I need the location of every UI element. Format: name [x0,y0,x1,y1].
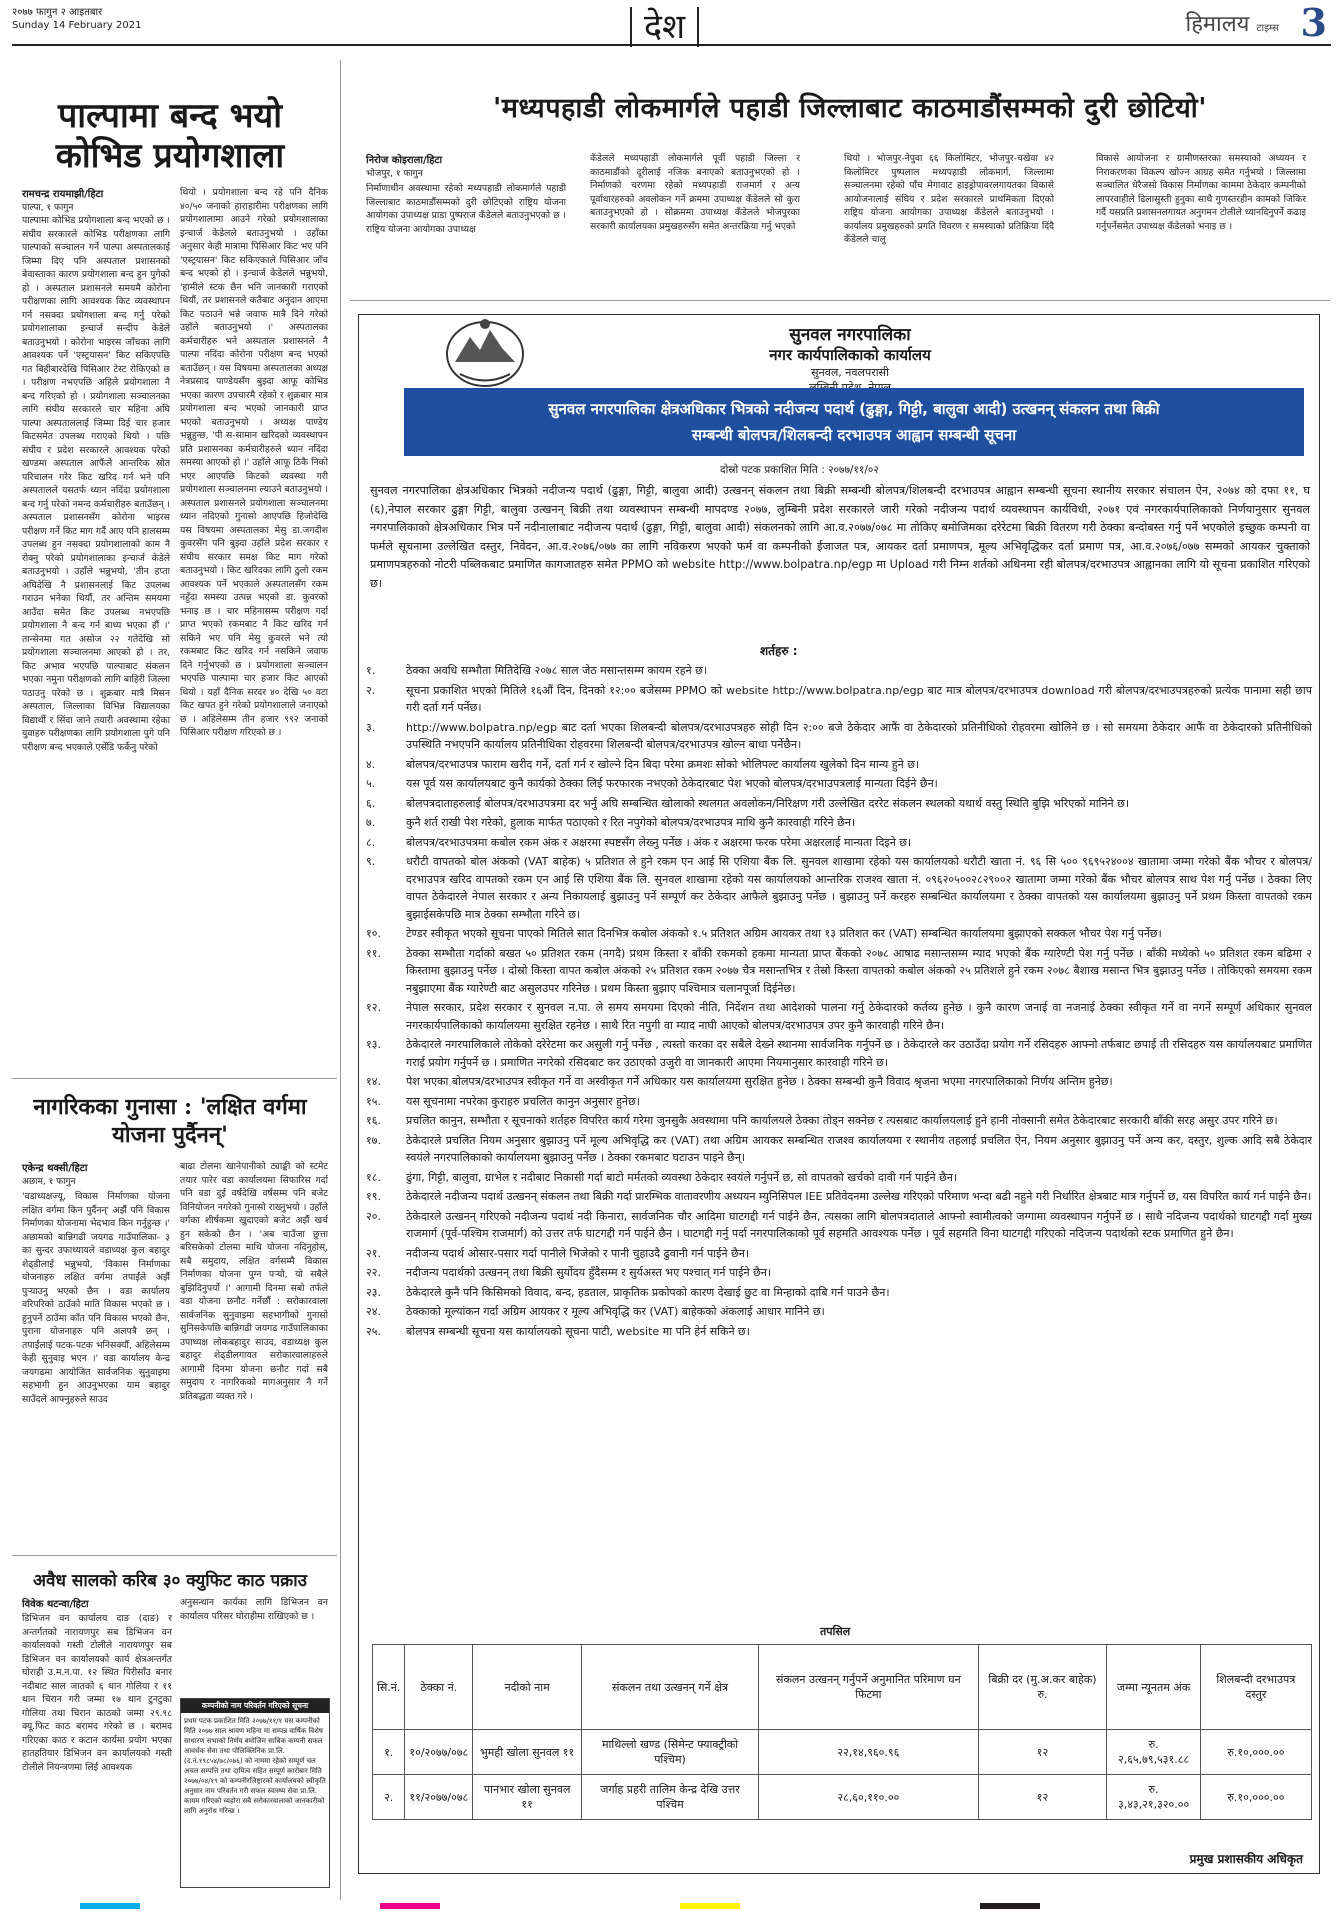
masthead [1186,8,1279,38]
table-cell: रु.१०,०००.०० [1200,1730,1311,1775]
table-header-cell: ठेक्का नं. [405,1645,473,1730]
table-cell: रु.१०,०००.०० [1200,1775,1311,1820]
condition-item [366,999,1312,1034]
table-cell: रु. २,६५,७९,५३१.८८ [1107,1730,1200,1775]
story1-byline: रामचन्द्र रायमाझी/हिटा [22,189,104,200]
condition-text: बोलपत्र/दरभाउपत्र फाराम खरीद गर्ने, दर्ता गर्न र खोल्ने दिन बिदा परेमा क्रमशः सोको भोलिपल्ट कार्यालय खुलेको दिन मान्य हुने छ। [406,757,920,771]
story2-column-1: निर्माणाधीन अवस्थामा रहेको मध्यपहाडी लोकमार्गले पहाडी जिल्लाबाट काठमाडौंसम्मको दुरी छोटिएको राष्ट्रिय योजना आयोगका उपाध्यक्ष प्राडा पुष्पराज कँडेलले बताउनुभएको छ । राष्ट्रिय योजना आयोगका उपाध्यक्ष [366,183,566,235]
issue-date-english: Sunday 14 February 2021 [12,20,142,31]
table-title: तपसिल [820,1625,851,1638]
print-color-bar [80,1903,1263,1909]
notice-title-line1: सुनवल नगरपालिका क्षेत्रअधिकार भित्रको नदीजन्य पदार्थ (ढुङ्गा, गिट्टी, बालुवा आदी) उत्खनन् संकलन तथा बिक्री [548,400,1160,418]
office-name: नगर कार्यपालिकाको कार्यालय [769,346,931,364]
story1-column-2: थियो । प्रयोगशाला बन्द रहे पनि दैनिक ४०/५० जनाको हाराहारीमा परीक्षणका लागि प्रयोगशालामा आउने गरेको प्रयोगशालाका इन्चार्ज केडेलले बताउनुभयो । उहाँका अनुसार केही मात्रामा पिसिआर किट भए पनि 'एस्ट्रयासन' किट सकिएकाले पिसिआर जाँच बन्द भएको हो । इन्चार्ज केडेलले भन्नुभयो, 'हामीले स्टक छैन भनि जानकारी गराएको थियौं, तर प्रशासनले कतैबाट अनुदान आएमा किट पठाउने भन्ने जवाफ मात्रै दिने गरेको उहाँले बताउनुभयो ।' अस्पतालका कर्मचारीहरु भने अस्पताल प्रशासनले नै पाल्पा नदिंदा कोरोना परीक्षण बन्द भएको बताउँछन् । यस विषयमा अस्पतालका अध्यक्ष नेत्रप्रसाद पाण्डेयसँग बुझ्दा आफू कोभिड भएका कारण उपचारमै रहेको र शुक्रबार मात्र प्रयोगशाला बन्द भएको जानकारी प्राप्त भएको बताउनुभयो । अध्यक्ष पाण्डेय भन्नुहुन्छ, 'पी स-सामान खरिदको व्यवस्थापन प्रति प्रशासनका कर्मचारीहरुले ध्यान नदिंदा समस्या आएको हो ।' उहाँले आफू ठिकै निको भएर आएपछि किटको व्यवस्था गरी प्रयोगशाला सञ्चालनमा ल्याउने बताउनुभयो । अस्पताल प्रशासनले प्रयोगशाला सञ्चालनमा ध्यान नदिएको गुनासो आएपछि हिजोदेखि यस विषयमा अस्पतालका मेसु डा.जगदीश कुवरसँग पनि बुझ्दा उहाँले प्रदेश सरकार र संघीय सरकार समक्ष किट माग गरेको बताउनुभयो । किट खरिदका लागि ठुलो रकम आवश्यक पर्ने भएकाले अस्पतालसँग रकम नहुँदा समस्या उत्पन्न भएको डा. कुवरको भनाइ छ । चार महिनासम्म परीक्षण गर्दा प्राप्त भएको रकमबाट नै किट खरिद गर्न सकिने भए पनि मेसु कुवरले भने त्यो रकमबाट किट खरिद गर्न नसकिने जवाफ दिने गर्नुभएको छ । प्रयोगशाला सञ्चालन भएपछि पाल्पामा चार हजार किट आएको थियो । यहाँ दैनिक सरदर ४० देखि ५० वटा किट खपत हुने गरेको प्रयोगशालाले जनाएको छ । अहिलेसम्म तीन हजार ९९२ जनाको पिसिआर परीक्षण गरिएको छ । [180,187,328,738]
condition-item [366,925,1312,943]
table-cell: पानभार खोला सुनवल ११ [473,1775,582,1820]
table-header-cell: जम्मा न्यूनतम अंक [1107,1645,1200,1730]
condition-item [366,756,1312,774]
story2-place: भोजपुर, १ फागुन [366,169,423,179]
condition-text: ठेकेदारले कुनै पनि किसिमको विवाद, बन्द, हडताल, प्राकृतिक प्रकोपको कारण देखाई छुट वा मिन्हाको दाबि गर्न पाउने छैन। [406,1285,890,1299]
notice-publish-date: दोस्रो पटक प्रकाशित मिति : २०७७/११/०२ [720,464,879,476]
story-divider [350,300,1330,301]
table-header-cell: शिलबन्दी दरभाउपत्र दस्तुर [1200,1645,1311,1730]
condition-number: ५. [366,777,376,790]
condition-text: नदीजन्य पदार्थ ओसार-पसार गर्दा पानीले भिजेको र पानी चुहाउदै ढुवानी गर्न पाईने छैन। [406,1246,750,1260]
condition-item [366,1323,1312,1341]
condition-text: ठेकेदारले उत्खनन् गरिएको नदीजन्य पदार्थ नदी किनारा, सार्वजनिक चौर आदिमा घाटगद्दी गर्न पाईने छैन, त्यसका लागि बोलपत्रदाताले आफ्नो स्वामीत्वको जग्गामा व्यवस्थापन गर्नुपर्ने छ । साथै नदिजन्य पदार्थको घाटगद्दी गर्दा मुख्य राजमार्ग (पूर्व-पश्चिम राजमार्ग) को उत्तर तर्फ घाटगद्दी गर्न पाईने छैन । घाटगद्दी गर्नु पर्दा नगरपालिकाको पूर्व सहमति आवश्यक पर्नेछ । पूर्व सहमति विना घाटगद्दी गरिएको नदिजन्य पदार्थको स्टक प्रमाणित हुने छैन। [406,1209,1312,1240]
condition-number: १३. [366,1038,381,1051]
condition-number: ४. [366,757,376,771]
condition-text: बोलपत्र/दरभाउपत्रमा कबोल रकम अंक र अक्षरमा स्पष्टसँग लेख्नु पर्नेछ । अंक र अक्षरमा फरक परेमा अक्षरलाई मान्यता दिइने छ। [406,835,912,849]
condition-item [366,1284,1312,1302]
table-cell: २८,६०,११०.०० [759,1775,979,1820]
story3-byline: एकेन्द्र थक्सी/हिटा [22,1163,88,1174]
story1-headline: पाल्पामा बन्द भयो कोभिड प्रयोगशाला [55,96,285,176]
condition-item [366,1245,1312,1263]
condition-text: ढुंगा, गिट्टी, बालुवा, ग्राभेल र नदीबाट निकासी गर्दा बाटो मर्मतको व्यवस्था ठेकेदार स्वयंले गर्नुपर्ने छ, सो वापतको खर्चको दावी गर्न पाईने छैन। [406,1170,958,1184]
condition-item [366,1132,1312,1167]
issue-date [12,6,141,32]
table-row [373,1730,1312,1775]
government-emblem-icon [440,312,530,392]
condition-number: २४. [366,1305,381,1318]
condition-number: १५. [366,1094,381,1108]
condition-number: १. [366,664,376,677]
condition-item [366,1073,1312,1091]
condition-number: ७. [366,816,376,829]
table-header-cell: सि.नं. [373,1645,405,1730]
condition-number: २. [366,683,376,697]
condition-item [366,1036,1312,1071]
masthead-name: हिमालय [1185,12,1250,37]
story3-column-2: बाढा टोलमा खानेपानीको ट्याङ्की को स्टमेट तयार पारेर वडा कार्यालयमा सिफारिस गर्दा पनि वडा दुई वर्षदेखि वर्षसम्म पनि बजेट विनियोजन नगरेको गुनासो राख्नुभयो । उहाँले वर्गका शीर्षकमा खुदाएको बजेट अर्झै खर्च हुन सकेको छैन । 'अब चाउँजा छुत्ता बरिसकेको टोलमा माथि योजना नदिनुहोस्, सबै समुदाय, लक्षित वर्गसम्मै विकास निर्माणका योजना पुग्न पऱ्यो, यो सबैले बुझिदिनुपर्यो ।' आगामी दिनमा सबो तर्फले वडा योजना छनौट गर्नेछौं : सरोकारवाला सार्वजनिक सुनुवाइमा सहभागीको गुनासो सुनिसकेपछि बान्निगढी जयगढ गाउँपालिकाका उपाध्यक्ष लोकबहादुर साउद, वडाध्यक्ष कुल बहादुर शेढ्डीलगायत सरोकारवालाहरुले आगामी दिनमा योजना छनौट गर्दा सबै समुदाय र नागरिकको मागअनुसार नै गर्ने प्रतिबद्धता व्यक्त गरे । [180,1161,328,1402]
condition-number: १९. [366,1190,381,1203]
conditions-list [366,662,1312,1342]
condition-item [366,1093,1312,1111]
condition-number: १७. [366,1133,381,1147]
table-cell: ११/२०७७/०७८ [405,1775,473,1820]
condition-number: १६. [366,1114,381,1127]
story4-headline: अवैध सालको करिब ३० क्युफिट काठ पक्राउ [33,1571,307,1591]
story3-headline: नागरिकका गुनासा : 'लक्षित वर्गमा योजना पुर्दैनन्' [33,1094,307,1148]
condition-item [366,795,1312,813]
table-header-cell: बिक्री दर (मु.अ.कर बाहेक) रु. [978,1645,1107,1730]
section-title: देश [630,2,699,48]
story4-column-2: अनुसन्धान कार्यका लागि डिभिजन वन कार्यालय परिसर घोराहीमा राखिएको छ । [180,1597,328,1622]
condition-text: ठेक्का सम्भौता गर्दाको बखत ५० प्रतिशत रकम (नगदै) प्रथम किस्ता र बाँकी रकमको हकमा मान्यता प्राप्त बैंकको २०७८ आषाढ मसान्तसम्म म्याद भएको बैंक ग्यारेण्टी पेश गर्नु पर्नेछ । बाँकी मध्येको ५० प्रतिशत रकम बढिमा २ किस्तामा बुझाउनु पर्नेछ । दोस्रो किस्ता वापत कबोल अंकको २५ प्रतिशत रकम २०७७ चैत्र मसान्तभित्र र तेस्रो किस्ता वापतको कबोल अंकको २५ प्रतिशले हुने रकम २०७८ बैशाख मसान्त भित्र बुझाउनु पर्नेछ । तोकिएको समयमा रकम नबुझाएमा बैंक ग्यारेण्टी बाट असुलउपर गरिनेछ । प्रथम किस्ता बुझाए पश्चिमात्र चलानपूर्जा दिईनेछ। [406,946,1312,995]
table-header-cell: संकलन तथा उत्खनन् गर्ने क्षेत्र [582,1645,759,1730]
table-cell: माथिल्लो खण्ड (सिमेन्ट फ्याक्ट्रीको पश्चिम) [582,1730,759,1775]
condition-number: १४. [366,1075,381,1088]
name-change-body: प्रथम पटक प्रकाशित मिति २०७७/११/१ यस कम्पनीको मिति २०७७ साल श्रावण महिना मा सम्पन्न वार्षिक विशेष साधारण सभाको निर्णय बमोजिम साबिक कम्पनी सफल आवर्धक सेवा तथा पोलिक्लिनिक प्रा.लि.(द.नं.१९८५४/७८/०७६) को नाममा रहेको सम्पूर्ण चल अचल सम्पत्ति तथा दायित्व सहित सम्पूर्ण कारोबार मिति २०७७/०४/१९ को कम्पनीरजिष्ट्रारको कार्यालयको स्वीकृति अनुसार नाम परिवर्तन गरी सफल स्वास्थ्य सेवा प्रा.लि. कायम गरिएको व्यहोरा सबै सरोकारवालाको जानकारीको लागि अनुरोध गरिन्छ । [184,1717,326,1815]
story4-column-1: डिभिजन वन कार्यालय दाङ (दाङ) र अन्तर्गतको नारायणपुर सब डिभिजन वन कार्यालयको गस्ती टोलीले नारायणपुर सब डिभिजन वन कार्यालयको कार्य क्षेत्रअन्तर्गत घोराही उ.म.न.पा. १२ स्थित पिरीसाँउ बनार नदीबाट साल जातको ६ थान गोलिया र ११ थान चिरान गरी जम्मा १७ थान टुनटुका गोलिया तथा चिरान काठको जम्मा २९.९८ क्यू.फिट काठ बरामद गरेको छ । बरामद गरिएका काठ र कटान कार्यमा प्रयोग भएका हातहतियार डिभिजन वन कार्यालयको गस्ती टोलीले नियन्त्रणमा लिई आवश्यक [22,1613,172,1773]
notice-organization [650,322,1050,395]
condition-text: सूचना प्रकाशित भएको मितिले १६औं दिन, दिनको १२:०० बजेसम्म PPMO को website http://www.bolpatra.np/egp बाट मात्र बोलपत्र/दरभाउपत्र download गरी बोलपत्र/दरभाउपत्रहरुको प्रत्येक पानामा सही छाप गरी दर्ता गर्न पर्नेछ। [406,683,1312,714]
table-cell: २. [373,1775,405,1820]
table-cell: १२ [978,1730,1107,1775]
condition-text: नेपाल सरकार, प्रदेश सरकार र सुनवल न.पा. ले समय समयमा दिएको नीति, निर्देशन तथा आदेशको पालना गर्नु ठेकेदारको कर्तव्य हुनेछ । कुनै कारण जनाई वा नजनाई ठेक्का स्वीकृत गर्ने वा नगर्ने सम्पूर्ण अधिकार सुनवल नगरकार्यपालिकाको कार्यालयमा सुरक्षित रहनेछ । साथै रित नपुगी वा म्याद नाघी आएको बोलपत्र/दरभाउपत्र उपर कुनै कारवाही गरिने छैन। [406,1001,1312,1032]
condition-number: २०. [366,1209,381,1223]
page-number: 3 [1300,0,1327,45]
header-rule [12,44,1331,46]
condition-item [366,1112,1312,1130]
condition-number: ११. [366,946,381,960]
table-header-cell: नदीको नाम [473,1645,582,1730]
condition-text: कुनै शर्त राखी पेश गरेको, हुलाक मार्फत पठाएको र रित नपुगेको बोलपत्र/दरभाउपत्र माथि कुनै कारवाही गरिने छैन। [406,816,856,829]
story2-column-4: विकासे आयोजना र ग्रामीणस्तरका समस्याको अध्ययन र निराकरणका विकल्प खोज्न आग्रह समेत गर्नुभयो । जिल्लामा सञ्चालित धेरैजसो विकास निर्माणका काममा ठेकेदार कम्पनीको लापरवाहीले ढिलासुस्ती हुनुका साथै गुणस्तरहीन कामको जिकिर गर्दै यसप्रति प्रशासनलगायत अनुगमन टोलीले ध्यानदिनुपर्ने कढाइ गर्नुपर्नेसमेत उपाध्यक्ष कँडेलको भनाइ छ । [1096,153,1306,232]
condition-item [366,1169,1312,1187]
table-cell: १. [373,1730,405,1775]
condition-number: २३. [366,1285,381,1299]
condition-item [366,945,1312,998]
condition-item [366,775,1312,793]
org-name: सुनवल नगरपालिका [789,325,911,345]
tender-table [372,1644,1312,1820]
story1-place: पाल्पा, १ फागुन [22,203,74,213]
story2-headline: 'मध्यपहाडी लोकमार्गले पहाडी जिल्लाबाट काठमाडौंसम्मको दुरी छोटियो' [492,93,1208,124]
conditions-title: शर्तहरु : [760,644,798,658]
condition-item [366,682,1312,717]
notice-title-line2: सम्बन्धी बोलपत्र/शिलबन्दी दरभाउपत्र आह्वान सम्बन्धी सूचना [691,426,1017,444]
story3-place: अछाम, १ फागुन [22,1177,76,1187]
condition-number: २२. [366,1266,381,1279]
story-divider [12,1078,337,1079]
table-cell: जर्गाह प्रहरी तालिम केन्द्र देखि उत्तर पश्चिम [582,1775,759,1820]
issue-date-nepali: २०७७ फागुन २ आइतबार [12,7,103,18]
table-header-cell: संकलन उत्खनन् गर्नुपर्ने अनुमानित परिमाण घन फिटमा [759,1645,979,1730]
notice-title-banner [404,388,1304,456]
masthead-sub: टाइम्स [1256,23,1279,34]
condition-item [366,719,1312,754]
condition-text: http://www.bolpatra.np/egp बाट दर्ता भएका शिलबन्दी बोलपत्र/दरभाउपत्रहरु सोही दिन २:०० बजे ठेकेदार आफैं वा ठेकेदारको प्रतिनीधिको रोहवरमा खोलिने छ । सो समयमा ठेकेदार आफैं वा ठेकेदारको प्रतिनीधिको उपस्थिति नभएपनि कार्यालय प्रतिनीधिका रोहवरमा शिलबन्दी बोलपत्र/दरभाउपत्र खोल्न बाधा पर्नेछैन। [406,720,1312,751]
table-header-row [373,1645,1312,1730]
condition-text: ठेकेदारले प्रचलित नियम अनुसार बुझाउनु पर्ने मूल्य अभिवृद्धि कर (VAT) तथा अग्रिम आयकर सम्बन्धित राजश्व कार्यालयमा र स्थानीय तहलाई प्रचलित ऐन, नियम अनुसार बुझाउनु पर्ने अन्य कर, दस्तुर, शुल्क आदि सबै ठेकेदार स्वयंले नगरपालिकाको कार्यालयमा बुझाउनु पर्नेछ । ठेक्का रकमबाट घटाउन पाइने छैन्। [406,1133,1312,1164]
name-change-title: कम्पनीको नाम परिवर्तन गरिएको सूचना [181,1699,329,1713]
condition-number: १२. [366,1001,381,1014]
condition-number: १८. [366,1170,381,1184]
condition-item [366,814,1312,832]
name-change-notice [180,1698,330,1888]
table-cell: भुमही खोला सुनवल ११ [473,1730,582,1775]
condition-item [366,1208,1312,1243]
condition-number: २५. [366,1324,381,1338]
condition-text: यस सूचनामा नपरेका कुराहरु प्रचलित कानुन अनुसार हुनेछ। [406,1094,640,1108]
condition-number: ९. [366,855,376,868]
story1-column-1: पाल्पामा कोभिड प्रयोगशाला बन्द भएको छ । संघीय सरकारले कोभिड परीक्षणका लागि पाल्पाको सञ्चालन गर्ने पाल्पा अस्पतालकाई जिम्मा दिए पनि अस्पताल प्रशासनको बेवास्ताका कारण प्रयोगशाला बन्द हुन पुगेको हो । अस्पताल प्रशासनले समयमै कोरोना परीक्षणका लागि आवश्यक किट व्यवस्थापन गर्न नसक्दा प्रयोगशाला बन्द गर्नु परेको प्रयोगशालाका इन्चार्ज सन्दीप केडेले बताउनुभयो । कोरोना भाइरस जाँचका लागि आवश्यक पर्ने 'एस्ट्रयासन' किट सकिएपछि गत बिहीबारदेखि पिसिआर टेस्ट रोकिएको छ । परीक्षण नभएपछि अहिले प्रयोगशाला नै बन्द गरिएको हो । प्रयोगशाला सञ्चालनका लागि संघीय सरकारले चार महिना अघि पाल्पा अस्पताललाई जिम्मा दिई चार हजार किटसमेत उपलब्ध गराएको थियो । पछि संघीय र प्रदेश सरकारले आवश्यक परेको खण्डमा अस्पताल आफैंले आन्तरिक स्रोत परिचालन गरेर किट खरिद गर्न भने पनि अस्पतालले यसतर्फ ध्यान नदिंदा प्रयोगशाला बन्द गर्नु परेको नमन्द कर्मचारीहरु बताउँछन् । अस्पताल प्रशासनसँग कोरोना भाइरस परीक्षण गर्ने किट माग गर्दै आए पनि हालसम्म उपलब्ध हुन नसक्दा प्रयोगशालाको काम नै रोक्नु परेको प्रयोगशालाका इन्चार्ज केडेले बताउनुभयो । उहाँले भन्नुभयो, 'तीन हप्ता अघिदेखि नै प्रशासनलाई किट उपलब्ध गराउन भनेका थियौं, तर अन्तिम समयमा आउँदा समेत किट उपलब्ध नभएपछि प्रयोगशाला नै बन्द गर्न बाध्य भएका हौं ।' तान्सेनमा गत असोज २२ गतेदेखि सो प्रयोगशाला सञ्चालनमा आएको हो । तर, किट अभाव भएपछि पाल्पाबाट संकलन भएका नमुना परीक्षणको लागि बाहिरी जिल्ला पठाउनु परेको छ । शुक्रबार मात्रै मिसन अस्पताल, जिल्लाका विभिन्न विद्यालयका विद्यार्थी र सिंदा जाने तयारी अवस्थामा रहेका युवाहरु परीक्षणका लागि प्रयोगशाला पुगे पनि परीक्षण बन्द भएकाले एसेंडि फर्केनु परेको [22,215,170,753]
condition-item [366,1264,1312,1282]
table-cell: १०/२०७७/०७८ [405,1730,473,1775]
condition-item [366,662,1312,680]
condition-text: नदीजन्य पदार्थको उत्खनन् तथा बिक्री सुर्योदय हुँदैसम्म र सुर्यअस्त भए पश्चात् गर्न पाईने छैन। [406,1266,772,1279]
story2-column-3: थियो । भोजपुर-नेपुवा ६६ किलोमिटर, भोजपुर-चखेवा ४२ किलोमिटर पुष्पलाल मध्यपहाडी लोकमार्ग, जिल्लामा सञ्चालनमा रहेको पाँच मेगावाट हाइड्रोपावरलगायतका विकासे आयोजनालाई संघिय र प्रदेश सरकारले प्राथमिकता दिएको राष्ट्रिय योजना आयोगका उपाध्यक्ष कँडेलले बताउनुभयो । कार्यालय प्रमुखहरुको प्रगति विवरण र समस्याको प्रतिक्रिया दिंदै कँडेलले चालु [844,153,1054,245]
story2-column-2: कँडेलले मध्यपहाडी लोकमार्गले पूर्वी पहाडी जिल्ला र काठमाडौंको दूरीलाई नजिक बनाएको बताउनुभएको हो । निर्माणको चरणमा रहेको मध्यपहाडी राजमार्ग र अन्य पूर्वाधारहरुको अवलोकन गर्ने क्रममा उपाध्यक्ष कँडेलले सो कुरा बताउनुभएको हो । सोक्रममा उपाध्यक्ष कँडेलले भोजपुरका सरकारी कार्यालयका प्रमुखहरुसँग समेत अन्तरक्रिया गर्नु भएको [590,153,800,232]
condition-item [366,1303,1312,1321]
condition-text: यस पूर्व यस कार्यालयबाट कुनै कार्यको ठेक्का लिई फरफारक नभएको ठेकेदारबाट पेश भएको बोलपत्र/दरभाउपत्रलाई मान्यता दिईने छैन। [406,777,938,790]
table-row [373,1775,1312,1820]
story2-byline: निरोज कोइराला/हिटा [366,155,443,166]
condition-number: ८. [366,835,376,849]
condition-text: धरौटी वापतको बोल अंकको (VAT बाहेक) ५ प्रतिशत ले हुने रकम एन आई सि एशिया बैंक लि. सुनवल शाखामा रहेको यस कार्यालयको धरौटी खाता नं. ९६ सि ५०० ९६९५२४००४ खातामा जम्मा गरेको बैंक भौचर र बोलपत्र/दरभाउपत्र खरिद वापतको रकम एन आई सि एशिया बैंक लि. सुनवल शाखामा रहेको यस कार्यालयको आन्तरिक राजश्व खाता नं. ०९६२०५००२८२९००२ खातामा जम्मा गरेको बैंक भौचर बोलपत्र साथ पेश गर्नु पर्नेछ । ठेक्का लिए वापत ठेकेदारले नेपाल सरकार र अन्य निकायलाई बुझाउनु पर्ने सम्पूर्ण कर ठेकेदार आफैले बुझाउनु पर्नेछ । बुझाउनु पर्ने करहरु सम्बन्धित कार्यालयमा र ठेक्का वापतको यस कार्यालयमा बुझाउनु पर्ने प्रथम किस्ता वापतको रकम बुझाईसकेपछि मात्र ठेक्का सम्भौता गरिने छ। [406,855,1312,921]
condition-item [366,853,1312,923]
condition-text: टेण्डर स्वीकृत भएको सूचना पाएको मितिले सात दिनभित्र कबोल अंकको १.५ प्रतिशत अग्रिम आयकर तथा १३ प्रतिशत कर (VAT) सम्बन्धित कार्यालयमा बुझाएको सक्कल भौचर पेश गर्नु पर्नेछ। [406,927,1162,940]
condition-number: २१. [366,1246,381,1260]
condition-number: ३. [366,720,376,734]
notice-intro: सुनवल नगरपालिका क्षेत्रअधिकार भित्रको नदीजन्य पदार्थ (ढुङ्गा, गिट्टी, बालुवा आदी) उत्खनन् संकलन तथा बिक्री सम्बन्धी बोलपत्र/शिलबन्दी दरभाउपत्र आह्वान सम्बन्धी सूचना स्थानीय सरकार संचालन ऐन, २०७४ को दफा ११, घ (६),नेपाल सरकार ढुङ्गा गिट्टी, बालुवा उत्खनन् बिक्री तथा व्यवस्थापन सम्बन्धी मापदण्ड २०७७, लुम्बिनी प्रदेश सरकारले जारी गरेको नदीजन्य पदार्थ व्यवस्थापन कार्यविधी, २०७१ एवं नगरकार्यपालिकाको निर्णयानुसार सुनवल नगरपालिकाको क्षेत्रअधिकार भित्र पर्ने नदीनालाबाट नदीजन्य पदार्थ (ढुङ्गा, गिट्टी, बालुवा आदी) संकलनको लागि आ.व.२०७७/०७८ मा तोकिए बमोजिमका दरेरेटमा बिक्री वितरण गरी ठेक्का बन्दोबस्त गर्नु पर्ने भएकोले इच्छुक कम्पनी वा फर्मले सूचनामा उल्लेखित दस्तुर, निवेदन, आ.व.२०७६/०७७ का लागि नविकरण भएको फर्म वा कम्पनीको ईजाजत पत्र, आयकर दर्ता प्रमाणपत्र, मूल्य अभिवृद्धिकर दर्ता प्रमाण पत्र, आ.व.२०७६/०७७ सम्मको आयकर चुक्ताको प्रमाणपत्रहरुको नोटरी पब्लिकबाट प्रमाणित कागजातहरु समेत PPMO को website http://www.bolpatra.np/egp मा Upload गरी निम्न शर्तको अधिनमा रही बोलपत्र/दरभाउपत्र आह्वानका लागि यो सूचना प्रकाशित गरिएको छ। [370,484,1310,590]
table-cell: रु. ३,४३,२१,३२०.०० [1107,1775,1200,1820]
table-cell: १२ [978,1775,1107,1820]
condition-item [366,834,1312,852]
story-divider [12,1555,337,1556]
condition-text: बोलपत्र सम्बन्धी सूचना यस कार्यालयको सूचना पाटी, website मा पनि हेर्न सकिने छ। [406,1324,750,1338]
condition-text: ठेक्का अवधि सम्भौता मितिदेखि २०७८ साल जेठ मसान्तसम्म कायम रहने छ। [406,664,708,677]
condition-text: पेश भएका बोलपत्र/दरभाउपत्र स्वीकृत गर्ने वा अस्वीकृत गर्ने अधिकार यस कार्यालयमा सुरक्षित हुनेछ । ठेक्का सम्बन्धी कुनै विवाद श्रृजना भएमा नगरपालिकाको निर्णय अन्तिम हुनेछ। [406,1075,1113,1088]
condition-item [366,1188,1312,1206]
org-address: सुनवल, नवलपरासी [811,366,889,379]
condition-number: १०. [366,927,381,940]
condition-text: ठेकेदारले नदीजन्य पदार्थ उत्खनन् संकलन तथा बिक्री गर्दा प्रारम्भिक वातावरणीय अध्ययन म्युनिसिपल IEE प्रतिवेदनमा उल्लेख गरिएको परिमाण भन्दा बढी नहुने गरी निर्धारित क्षेत्रबाट मात्र गर्नुपर्ने छ, यस विपरित कार्य गर्न पाईने छैन। [406,1190,1312,1203]
condition-text: ठेक्काको मूल्यांकन गर्दा अग्रिम आयकर र मूल्य अभिवृद्धि कर (VAT) बाहेकको अंकलाई आधार मानिने छ। [406,1305,825,1318]
signature: प्रमुख प्रशासकीय अधिकृत [1189,1852,1303,1866]
column-divider [340,60,341,1900]
condition-text: ठेकेदारले नगरपालिकाले तोकेको दरेरेटमा कर असुली गर्नु पर्नेछ , त्यस्तो करका दर सबैले देख्ने स्थानमा सार्वजनिक गर्नुपर्ने छ । ठेकेदारले कर उठाउँदा प्रयोग गर्ने रसिदहरु आफ्नो तर्फबाट छपाई ती रसिदहरु यस कार्यालयबाट प्रमाणित गराई प्रयोग गर्नुपर्ने छ । प्रमाणित नगरेको रसिदबाट कर उठाएको उजुरी वा जानकारी आएमा नियमानुसार कारवाही गरिने छ। [406,1038,1312,1069]
story3-column-1: 'वडाध्यक्षज्यू, विकास निर्माणका योजना लक्षित वर्गमा किन पुर्दैनन्' अर्झै पनि विकास निर्माणका योजनामा भेदभाव किन गर्नुहुन्छ ।' अछामको बान्निगढी जयगढ गाउँपालिका- ३ का सुन्दर उफाध्यायले वडाध्यक्ष कुल बहादुर शेढ्डीलाई भन्नुभयो, 'विकास निर्माणका योजनाहरु लक्षित वर्गमा तपाईंले अर्झै पुऱ्याउनु भएको छैन । वडा कार्यालय वरिपरिको ठाउँको माति विकास भएको छ । हुनुपर्ने ठाउँमा काँत पनि विकास भएको छैन, पुराना योजनाहरु पनि अलपत्रै छन् । तपाईंलाई पटक-पटक भनिसक्यौं, अहिलेसम्म केही सुनुवाइ भएन ।' वडा कार्यालय केन्द्र जयगढमा आयोजित सार्वजनिक सुनुवाइमा सहभागी हुन आउनुभएका याम बहादुर साउँदले आफ्नुहरुले साउद [22,1191,170,1405]
condition-text: प्रचलित कानुन, सम्भौता र सूचनाको शर्तहरु विपरित कार्य गरेमा जुनसुकै अवस्थामा पनि कार्यालयले ठेक्का तोड्न सक्नेछ र त्यसबाट कार्यालयलाई हुने हानी नोक्सानी समेत ठेकेदारबाट सरकारी बाँकी सरह असुर उपर गरिने छ। [406,1114,1278,1127]
condition-number: ६. [366,796,376,810]
condition-text: बोलपत्रदाताहरुलाई बोलपत्र/दरभाउपत्रमा दर भर्नु अघि सम्बन्धित खोलाको स्थलगत अवलोकन/निरिक्षण गरी उल्लेखित दररेट संकलन स्थलको यथार्थ वस्तु स्थिति बुझि भरिएको मानिने छ। [406,796,1129,810]
story4-byline: विवेक थटन्वा/हिटा [22,1599,89,1610]
table-cell: २२,१४,९६०.९६ [759,1730,979,1775]
